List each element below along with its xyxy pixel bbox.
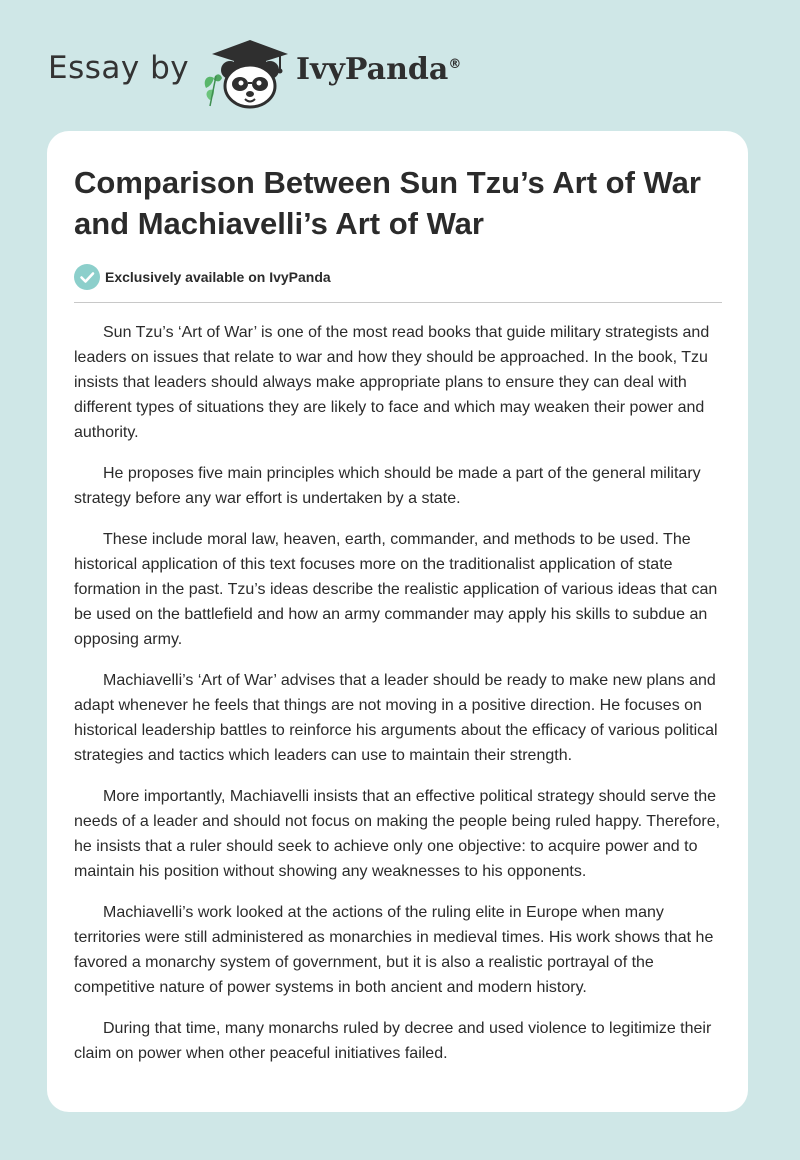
site-header <box>48 32 548 112</box>
brand-name[interactable] <box>296 52 461 87</box>
paragraph: He proposes five main principles which should be made a part of the general military strategy before any war effort is undertaken by a state. <box>74 465 701 507</box>
essay-body <box>74 320 722 1082</box>
essay-by-label: Essay by <box>48 50 190 86</box>
paragraph: These include moral law, heaven, earth, commander, and methods to be used. The historical application of this text focuses more on the traditionalist application of state formation in the past. Tzu’s ideas describe the realistic application of various ideas that can be used on the battlefield and how an army commander may apply his skills to subdue an opposing army. <box>74 531 718 648</box>
paragraph: Machiavelli’s ‘Art of War’ advises that a leader should be ready to make new plans and adapt whenever he feels that things are not moving in a positive direction. He focuses on historical leadership battles to reinforce his arguments about the efficacy of various political strategies and tactics which leaders can use to maintain their strength. <box>74 672 718 764</box>
paragraph: Sun Tzu’s ‘Art of War’ is one of the most read books that guide military strategists and leaders on issues that relate to war and how they should be approached. In the book, Tzu insists that leaders should always make appropriate plans to ensure they can deal with different types of situations they are likely to face and which may weaken their power and authority. <box>74 324 710 441</box>
paragraph: Machiavelli’s work looked at the actions of the ruling elite in Europe when many territories were still administered as monarchies in medieval times. His work shows that he favored a monarchy system of government, but it is also a realistic portrayal of the competitive nature of power systems in both ancient and modern history. <box>74 904 714 996</box>
panda-graduation-cap-icon[interactable] <box>200 36 292 110</box>
page-title: Comparison Between Sun Tzu’s Art of War and Machiavelli’s Art of War <box>74 165 701 241</box>
check-icon <box>74 264 100 290</box>
registered-mark: ® <box>448 57 462 72</box>
divider <box>74 302 722 303</box>
essay-card <box>47 131 748 1112</box>
paragraph: During that time, many monarchs ruled by decree and used violence to legitimize their claim on power when other peaceful initiatives failed. <box>74 1020 712 1062</box>
badge-label: Exclusively available on IvyPanda <box>105 269 331 285</box>
paragraph: More importantly, Machiavelli insists that an effective political strategy should serve the needs of a leader and should not focus on making the people being ruled happy. Therefore, he insists that a ruler should seek to achieve only one objective: to acquire power and to maintain his position without showing any weaknesses to his opponents. <box>74 788 721 880</box>
brand-name-text: IvyPanda <box>296 52 449 87</box>
